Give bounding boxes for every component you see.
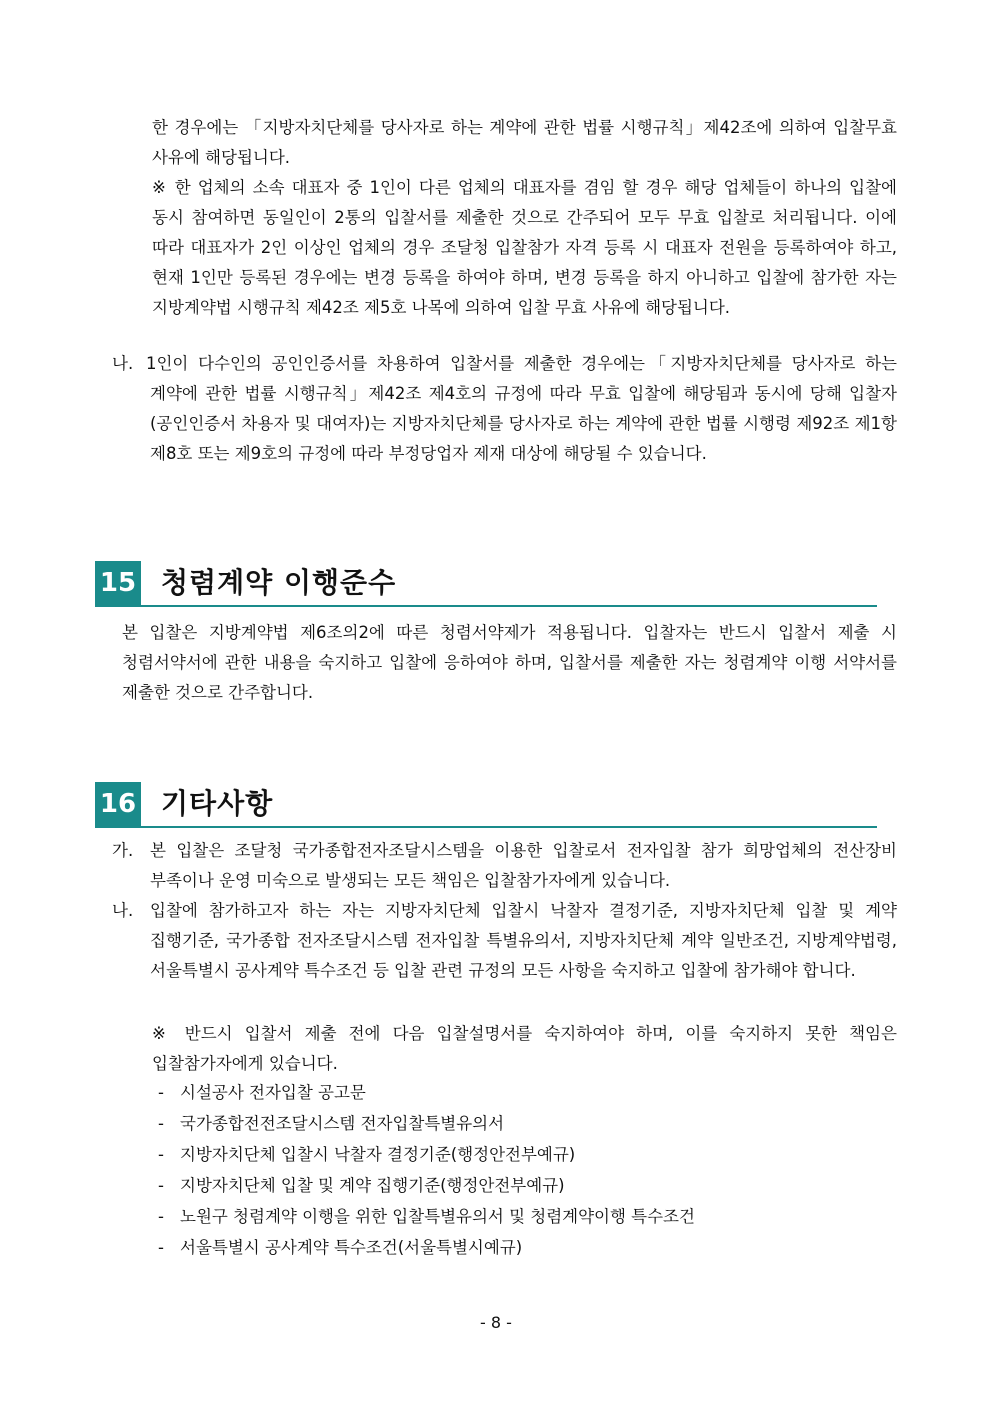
list-dash: - bbox=[158, 1114, 164, 1133]
list-dash: - bbox=[158, 1207, 164, 1226]
page-number: - 8 - bbox=[480, 1313, 512, 1332]
section-16-heading bbox=[95, 782, 877, 828]
list-dash: - bbox=[158, 1238, 164, 1257]
note-paragraph: ※ 한 업체의 소속 대표자 중 1인이 다른 업체의 대표자를 겸임 할 경우 해당 업체들이 하나의 입찰에 동시 참여하면 동일인이 2통의 입찰서를 제출한 것으로 간주되어 모두 무효 입찰로 처리됩니다. 이에 따라 대표자가 2인 이상인 업체의 경우 조달청 입찰참가 자격 등록 시 대표자 전원을 등록하여야 하고, 현재 1인만 등록된 경우에는 변경 등록을 하여야 하며, 변경 등록을 하지 아니하고 입찰에 참가한 자는 지방계약법 시행규칙 제42조 제5호 나목에 의하여 입찰 무효 사유에 해당됩니다. bbox=[152, 178, 897, 317]
item-ga-marker: 가. bbox=[112, 841, 134, 860]
continued-paragraph: 한 경우에는 「지방자치단체를 당사자로 하는 계약에 관한 법률 시행규칙」제42조에 의하여 입찰무효 사유에 해당됩니다. bbox=[152, 118, 897, 167]
list-item-text: 지방자치단체 입찰시 낙찰자 결정기준(행정안전부예규) bbox=[180, 1145, 576, 1164]
section-15-heading bbox=[95, 561, 877, 607]
item-ga-text: 본 입찰은 조달청 국가종합전자조달시스템을 이용한 입찰로서 전자입찰 참가 희망업체의 전산장비 부족이나 운영 미숙으로 발생되는 모든 책임은 입찰참가자에게 있습니다. bbox=[150, 841, 897, 890]
section-number: 16 bbox=[95, 782, 141, 826]
section-15-body: 본 입찰은 지방계약법 제6조의2에 따른 청렴서약제가 적용됩니다. 입찰자는 반드시 입찰서 제출 시 청렴서약서에 관한 내용을 숙지하고 입찰에 응하여야 하며, 입찰서를 제출한 자는 청렴계약 이행 서약서를 제출한 것으로 간주합니다. bbox=[122, 623, 897, 702]
list-item-text: 지방자치단체 입찰 및 계약 집행기준(행정안전부예규) bbox=[180, 1176, 565, 1195]
list-item-text: 시설공사 전자입찰 공고문 bbox=[180, 1083, 366, 1102]
section-number: 15 bbox=[95, 561, 141, 605]
list-dash: - bbox=[158, 1145, 164, 1164]
item-na-marker: 나. bbox=[112, 354, 134, 373]
list-item-text: 서울특별시 공사계약 특수조건(서울특별시예규) bbox=[180, 1238, 523, 1257]
list-item-text: 노원구 청렴계약 이행을 위한 입찰특별유의서 및 청렴계약이행 특수조건 bbox=[180, 1207, 695, 1226]
item-na-text: 1인이 다수인의 공인인증서를 차용하여 입찰서를 제출한 경우에는「지방자치단체를 당사자로 하는 계약에 관한 법률 시행규칙」제42조 제4호의 규정에 따라 무효 입찰에 해당됨과 동시에 당해 입찰자(공인인증서 차용자 및 대여자)는 지방자치단체를 당사자로 하는 계약에 관한 법률 시행령 제92조 제1항 제8호 또는 제9호의 규정에 따라 부정당업자 제재 대상에 해당될 수 있습니다. bbox=[146, 354, 897, 463]
item-na-text: 입찰에 참가하고자 하는 자는 지방자치단체 입찰시 낙찰자 결정기준, 지방자치단체 입찰 및 계약 집행기준, 국가종합 전자조달시스템 전자입찰 특별유의서, 지방자치단체 계약 일반조건, 지방계약법령, 서울특별시 공사계약 특수조건 등 입찰 관련 규정의 모든 사항을 숙지하고 입찰에 참가해야 합니다. bbox=[150, 901, 897, 980]
note-paragraph: ※ 반드시 입찰서 제출 전에 다음 입찰설명서를 숙지하여야 하며, 이를 숙지하지 못한 책임은 입찰참가자에게 있습니다. bbox=[152, 1024, 897, 1073]
item-na-marker: 나. bbox=[112, 901, 134, 920]
list-dash: - bbox=[158, 1083, 164, 1102]
section-title: 기타사항 bbox=[161, 787, 274, 820]
list-dash: - bbox=[158, 1176, 164, 1195]
list-item-text: 국가종합전전조달시스템 전자입찰특별유의서 bbox=[180, 1114, 505, 1133]
section-title: 청렴계약 이행준수 bbox=[161, 566, 397, 599]
